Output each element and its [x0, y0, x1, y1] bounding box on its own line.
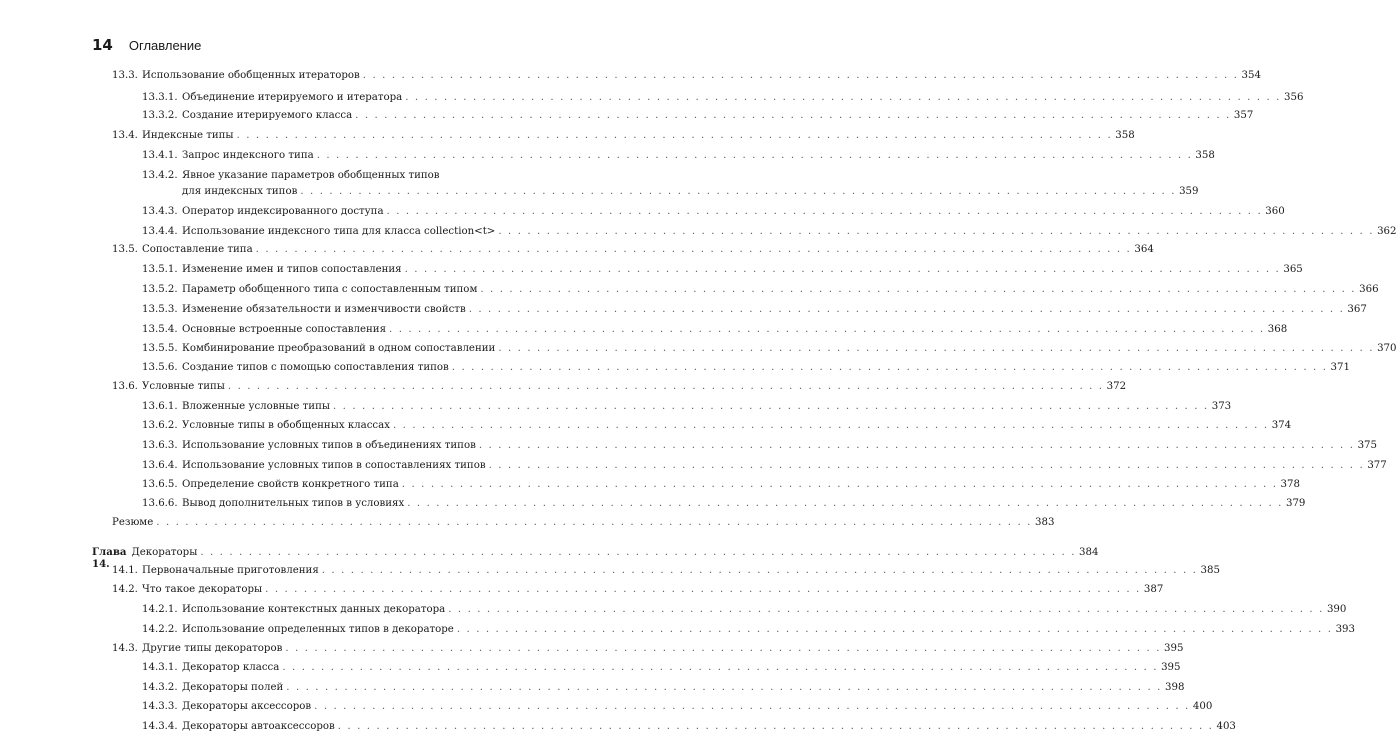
- toc-entry: [92, 70, 1261, 86]
- toc-page: 387: [1143, 584, 1164, 595]
- toc-title: Использование определенных типов в декораторе: [182, 624, 454, 635]
- toc-number: 14.3.2.: [142, 682, 178, 693]
- toc-number: 13.6.2.: [142, 420, 178, 431]
- toc-number: 14.2.: [112, 584, 138, 595]
- page-header: [92, 36, 201, 60]
- toc-title: Определение свойств конкретного типа: [182, 479, 399, 490]
- toc-title: Вложенные условные типы: [182, 401, 330, 412]
- toc-title: Резюме: [112, 517, 154, 528]
- toc-title: Создание итерируемого класса: [182, 110, 353, 121]
- toc-title: Декораторы: [131, 547, 198, 558]
- toc-entry: [92, 604, 1347, 620]
- toc-page: 368: [1267, 324, 1288, 335]
- toc-number: Глава 14.: [92, 546, 127, 570]
- toc-number: 14.3.: [112, 643, 138, 654]
- toc-title: Вывод дополнительных типов в условиях: [182, 498, 405, 509]
- toc-number: 13.5.6.: [142, 362, 178, 373]
- toc-title: Использование условных типов в сопоставлениях типов: [182, 460, 486, 471]
- toc-number: 13.5.5.: [142, 343, 178, 354]
- toc-entry: [92, 362, 1350, 378]
- toc-entry: [92, 206, 1285, 222]
- toc-title: Объединение итерируемого и итератора: [182, 92, 403, 103]
- toc-entry: [92, 624, 1356, 640]
- toc-page: 377: [1367, 460, 1387, 471]
- toc-entry: [92, 170, 1199, 202]
- toc-number: 14.3.3.: [142, 701, 178, 712]
- toc-title: Изменение имен и типов сопоставления: [182, 264, 402, 275]
- toc-number: 14.2.2.: [142, 624, 178, 635]
- toc-title: Запрос индексного типа: [182, 150, 314, 161]
- toc-title: Условные типы: [142, 381, 225, 392]
- toc-title: Использование условных типов в объединениях типов: [182, 440, 476, 451]
- toc-number: 13.4.: [112, 130, 138, 141]
- toc-entry: [92, 130, 1135, 146]
- toc-page: 364: [1134, 244, 1154, 255]
- toc-number: 13.6.4.: [142, 460, 178, 471]
- toc-number: 13.5.1.: [142, 264, 178, 275]
- toc-title: Использование контекстных данных декоратора: [182, 604, 446, 615]
- toc-number: 13.4.2.: [142, 170, 178, 181]
- toc-page: 384: [1079, 547, 1099, 558]
- toc-entry: [92, 460, 1387, 476]
- toc-entry: [92, 381, 1127, 397]
- toc-title: Декораторы полей: [182, 682, 284, 693]
- toc-entry: [92, 682, 1185, 698]
- toc-title: Явное указание параметров обобщенных типов: [182, 170, 440, 181]
- toc-page: 356: [1283, 92, 1304, 103]
- toc-entry: [92, 721, 1236, 737]
- toc-number: 14.2.1.: [142, 604, 178, 615]
- toc-entry: [92, 643, 1184, 659]
- toc-page: 358: [1195, 150, 1215, 161]
- toc-number: 13.6.5.: [142, 479, 178, 490]
- page-title: Оглавление: [128, 38, 202, 53]
- toc-number: 13.5.: [112, 244, 138, 255]
- toc-title: Основные встроенные сопоставления: [182, 324, 387, 335]
- toc-number: 13.6.3.: [142, 440, 178, 451]
- toc-page: 370: [1377, 343, 1397, 354]
- toc-number: 13.3.1.: [142, 92, 178, 103]
- toc-title: Сопоставление типа: [142, 244, 253, 255]
- toc-page: 371: [1330, 362, 1350, 373]
- toc-number: 13.5.2.: [142, 284, 178, 295]
- toc-title: Декораторы автоаксессоров: [182, 721, 335, 732]
- toc-page: 383: [1035, 517, 1055, 528]
- toc-number: 14.1.: [112, 565, 138, 576]
- toc-page: 360: [1265, 206, 1285, 217]
- toc-title: Декораторы аксессоров: [182, 701, 312, 712]
- toc-page: 366: [1359, 284, 1379, 295]
- toc-entry: [92, 284, 1379, 300]
- toc-number: 13.6.6.: [142, 498, 178, 509]
- toc-title: Параметр обобщенного типа с сопоставленным типом: [182, 284, 478, 295]
- toc-title: Первоначальные приготовления: [142, 565, 319, 576]
- toc-number: 14.3.4.: [142, 721, 178, 732]
- toc-number: 14.3.1.: [142, 662, 178, 673]
- toc-title: Использование индексного типа для класса collection<t>: [182, 226, 496, 237]
- toc-page: 390: [1326, 604, 1347, 615]
- toc-page: 395: [1164, 643, 1184, 654]
- page-number: 14: [92, 36, 113, 54]
- toc-number: 13.3.2.: [142, 110, 178, 121]
- toc-entry: [92, 150, 1215, 166]
- toc-title: Другие типы декораторов: [142, 643, 283, 654]
- toc-entry: [92, 110, 1254, 126]
- toc-entry: [92, 401, 1232, 417]
- toc-entry: [92, 324, 1288, 340]
- toc-page: 358: [1115, 130, 1135, 141]
- toc-entry: [92, 264, 1303, 280]
- toc-entry: [92, 701, 1213, 717]
- toc-entry: [92, 479, 1300, 495]
- toc-number: 13.6.: [112, 381, 138, 392]
- toc-title: Декоратор класса: [182, 662, 280, 673]
- toc-page: 375: [1357, 440, 1378, 451]
- toc-number: 13.4.4.: [142, 226, 178, 237]
- toc-title: Условные типы в обобщенных классах: [182, 420, 390, 431]
- toc-chapter: [92, 546, 1099, 570]
- toc-title: Что такое декораторы: [142, 584, 263, 595]
- toc-entry: [92, 343, 1397, 359]
- toc-page: 362: [1377, 226, 1397, 237]
- toc-page: 395: [1161, 662, 1181, 673]
- toc-entry: [92, 92, 1304, 108]
- toc-page: 354: [1241, 70, 1261, 81]
- toc-entry: [92, 244, 1154, 260]
- toc-entry: [92, 565, 1220, 581]
- toc-page: 372: [1106, 381, 1127, 392]
- toc-entry: [92, 304, 1367, 320]
- toc-number: 13.4.3.: [142, 206, 178, 217]
- toc-page: 403: [1216, 721, 1236, 732]
- toc-page: 359: [1179, 186, 1199, 197]
- toc-page: 357: [1233, 110, 1254, 121]
- toc-page: 378: [1280, 479, 1300, 490]
- toc-page: 373: [1211, 401, 1232, 412]
- toc-page: 367: [1347, 304, 1367, 315]
- toc-entry: [92, 662, 1181, 678]
- toc-page: 379: [1285, 498, 1306, 509]
- toc-entry: [92, 420, 1292, 436]
- toc-page: 374: [1271, 420, 1292, 431]
- toc-page: 398: [1165, 682, 1185, 693]
- toc-number: 13.5.4.: [142, 324, 178, 335]
- toc-title: Оператор индексированного доступа: [182, 206, 384, 217]
- toc-entry: [92, 226, 1397, 242]
- toc-number: 13.3.: [112, 70, 138, 81]
- toc-page: 385: [1200, 565, 1220, 576]
- toc-entry: [92, 517, 1055, 533]
- toc-page: 393: [1335, 624, 1356, 635]
- toc-number: 13.6.1.: [142, 401, 178, 412]
- toc-page: 365: [1283, 264, 1303, 275]
- toc-number: 13.4.1.: [142, 150, 178, 161]
- toc-entry: [92, 498, 1306, 514]
- toc-title: Изменение обязательности и изменчивости свойств: [182, 304, 466, 315]
- toc-number: 13.5.3.: [142, 304, 178, 315]
- toc-page: 400: [1192, 701, 1213, 712]
- toc-entry: [92, 440, 1378, 456]
- toc-title: Использование обобщенных итераторов: [142, 70, 360, 81]
- toc-title: Комбинирование преобразований в одном сопоставлении: [182, 343, 496, 354]
- toc-title: Создание типов с помощью сопоставления типов: [182, 362, 449, 373]
- toc-title-continued: для индексных типов: [182, 186, 298, 197]
- toc-entry: [92, 584, 1164, 600]
- toc-title: Индексные типы: [142, 130, 234, 141]
